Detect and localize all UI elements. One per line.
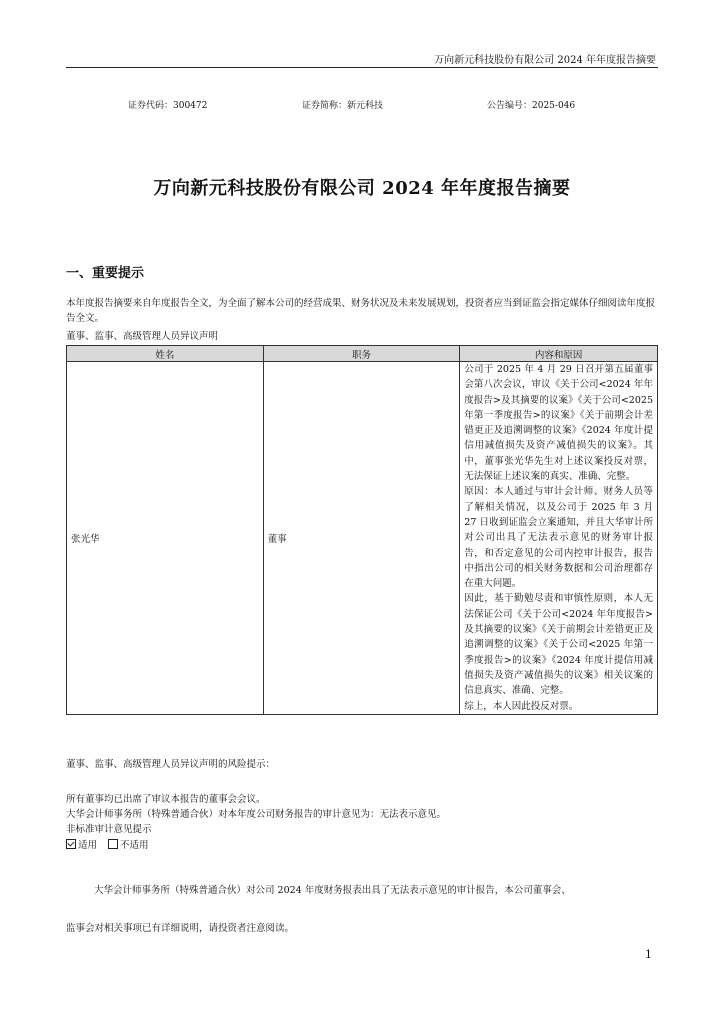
opinion-paragraph: 大华会计师事务所（特殊普通合伙）对公司 2024 年度财务报表出具了无法表示意见的审计报告，本公司董事会、 xyxy=(94,885,571,896)
risk-notice: 董事、监事、高级管理人员异议声明的风险提示： xyxy=(66,759,276,770)
running-header: 万向新元科技股份有限公司 2024 年年度报告摘要 xyxy=(434,55,656,66)
column-header-position: 职务 xyxy=(263,346,460,362)
reason-paragraph: 原因：本人通过与审计会计师、财务人员等了解相关情况，以及公司于 2025 年 3 月 27 日收到证监会立案通知，并且大华审计所对公司出具了无法表示意见的财务审计报告，和否定意见的公司内控审计报告，报告中指出公司的相关财务数据和公司治理都存在重大问题。 xyxy=(464,486,653,590)
opinion-paragraph-continued: 监事会对相关事项已有详细说明，请投资者注意阅读。 xyxy=(66,923,295,934)
reason-paragraph: 因此，基于勤勉尽责和审慎性原则，本人无法保证公司《关于公司<2024 年年度报告>及其摘要的议案》《关于前期会计差错更正及追溯调整的议案》《关于公司<2025 年第一季度报告>的议案》《2024 年度计提信用减值损失及资产减值损失的议案》相关议案的信息真实、准确、完整。 xyxy=(464,593,653,697)
section-heading: 一、重要提示 xyxy=(66,266,145,281)
column-header-name: 姓名 xyxy=(67,346,264,362)
dissent-table xyxy=(66,345,658,715)
column-header-reason: 内容和原因 xyxy=(460,346,658,362)
attendance-statement: 所有董事均已出席了审议本报告的董事会会议。 xyxy=(66,794,266,805)
checked-box-icon xyxy=(66,839,76,849)
intro-paragraph: 本年度报告摘要来自年度报告全文，为全面了解本公司的经营成果、财务状况及未来发展规划，投资者应当到证监会指定媒体仔细阅读年度报告全文。 xyxy=(66,298,656,324)
director-position: 董事 xyxy=(263,362,460,715)
table-header-row xyxy=(67,346,658,362)
empty-box-icon xyxy=(108,839,118,849)
reason-cell xyxy=(460,362,658,715)
reason-paragraph: 综上，本人因此投反对票。 xyxy=(464,700,579,712)
non-standard-opinion-label: 非标准审计意见提示 xyxy=(66,824,152,836)
stock-code: 证券代码：300472 xyxy=(128,101,208,111)
option-not-applicable[interactable]: 不适用 xyxy=(108,840,149,851)
announcement-number: 公告编号：2025-046 xyxy=(487,101,576,111)
table-row xyxy=(67,362,658,715)
document-title: 万向新元科技股份有限公司 2024 年年度报告摘要 xyxy=(153,178,571,199)
option-applicable[interactable]: 适用 xyxy=(66,840,97,851)
stock-abbreviation: 证券简称：新元科技 xyxy=(302,101,384,111)
applicability-options xyxy=(66,838,658,853)
audit-opinion-statement: 大华会计师事务所（特殊普通合伙）对本年度公司财务报告的审计意见为：无法表示意见。 xyxy=(66,809,447,821)
reason-paragraph: 公司于 2025 年 4 月 29 日召开第五届董事会第八次会议，审议《关于公司<2024 年年度报告>及其摘要的议案》《关于公司<2025 年第一季度报告>的议案》《关于前期会计差错更正及追溯调整的议案》《2024 年度计提信用减值损失及资产减值损失的议案》。其中，董事张光华先生对上述议案投反对票，无法保证上述议案的真实、准确、完整。 xyxy=(464,364,653,483)
header-divider xyxy=(66,67,658,68)
declaration-label: 董事、监事、高级管理人员异议声明 xyxy=(66,331,219,342)
director-name: 张光华 xyxy=(67,362,264,715)
body-block xyxy=(66,792,658,853)
page-number: 1 xyxy=(645,948,652,961)
